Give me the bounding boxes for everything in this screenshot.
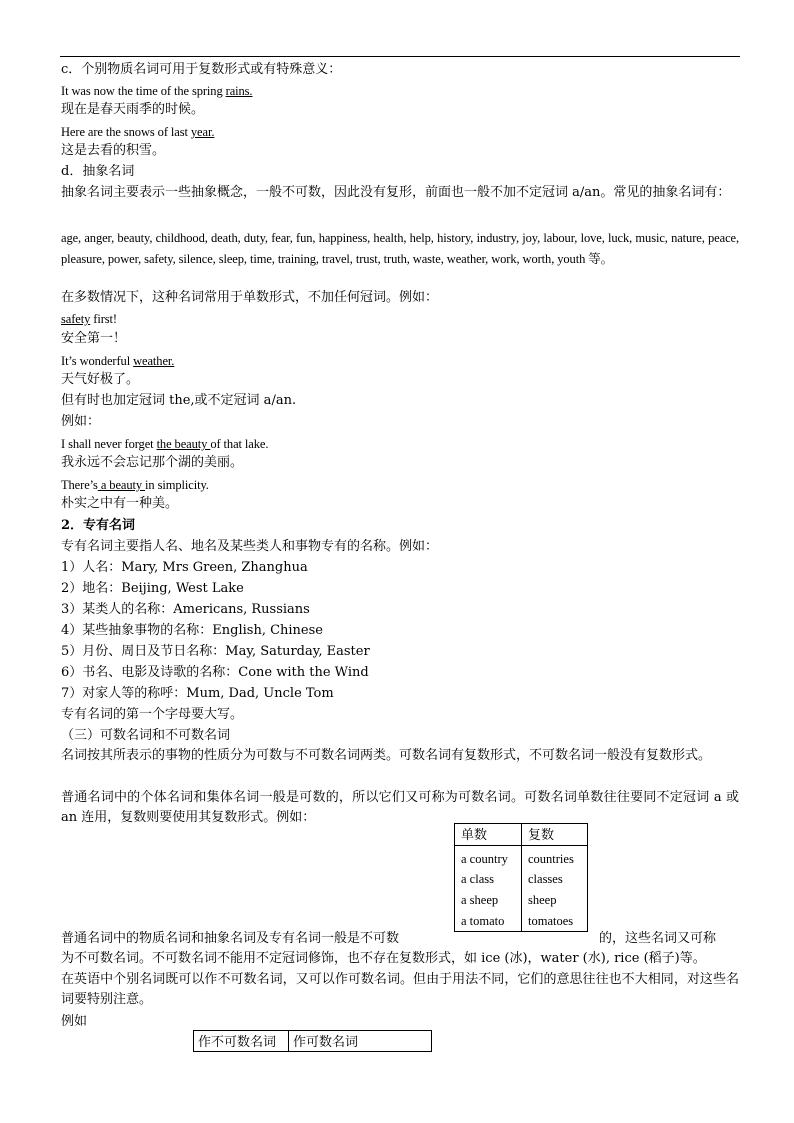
- example-text: It’s wonderful: [61, 354, 134, 368]
- noun-usage-table: [193, 1030, 432, 1052]
- example-sentence: [61, 123, 214, 141]
- underlined-word: rains.: [225, 84, 253, 98]
- example-translation: 朴实之中有一种美。: [61, 496, 179, 511]
- list-item: 6）书名、电影及诗歌的名称：Cone with the Wind: [61, 665, 369, 680]
- paragraph: 在英语中个别名词既可以作不可数名词，又可以作可数名词。但由于用法不同，它们的意思往往也不大相同，对这些名词要特别注意。: [61, 972, 739, 1007]
- example-sentence: [61, 310, 117, 328]
- paragraph-right: 的，这些名词又可称: [599, 931, 717, 946]
- paragraph: 普通名词中的个体名词和集体名词一般是可数的，所以它们又可称为可数名词。可数名词单数往往要同不定冠词 a 或 an 连用，复数则要使用其复数形式。例如：: [61, 790, 739, 825]
- section-d-heading: d．抽象名词: [61, 164, 135, 179]
- usage-rule: 在多数情况下，这种名词常用于单数形式，不加任何冠词。例如：: [61, 290, 439, 305]
- table-cell: classes: [522, 869, 588, 890]
- example-text: first!: [90, 312, 117, 326]
- example-translation: 我永远不会忘记那个湖的美丽。: [61, 455, 244, 470]
- underlined-word: weather.: [133, 354, 175, 368]
- table-row: [455, 869, 588, 890]
- example-sentence: [61, 476, 209, 494]
- underlined-word: safety: [61, 312, 91, 326]
- list-item: 7）对家人等的称呼：Mum, Dad, Uncle Tom: [61, 686, 334, 701]
- table-cell: countries: [522, 846, 588, 870]
- underlined-word: the beauty: [156, 437, 211, 451]
- list-item: 1）人名：Mary, Mrs Green, Zhanghua: [61, 560, 308, 575]
- example-translation: 这是去看的积雪。: [61, 143, 166, 158]
- example-translation: 天气好极了。: [61, 372, 140, 387]
- example-text: I shall never forget: [61, 437, 157, 451]
- capitalization-note: 专有名词的第一个字母要大写。: [61, 707, 244, 722]
- table-row: [455, 911, 588, 932]
- list-item: 5）月份、周日及节日名称：May, Saturday, Easter: [61, 644, 370, 659]
- list-item: 4）某些抽象事物的名称：English, Chinese: [61, 623, 323, 638]
- section-c-heading: c．个别物质名词可用于复数形式或有特殊意义：: [61, 62, 342, 77]
- example-text: Here are the snows of last: [61, 125, 191, 139]
- table-cell: tomatoes: [522, 911, 588, 932]
- proper-noun-heading: 2．专有名词: [61, 518, 136, 533]
- underlined-word: a beauty: [97, 478, 146, 492]
- table-header: 作不可数名词: [194, 1031, 289, 1052]
- table-cell: a country: [455, 846, 522, 870]
- header-rule: [60, 56, 740, 57]
- abstract-noun-list: age, anger, beauty, childhood, death, duty, fear, fun, happiness, health, help, history, industry, joy, labour, love, luck, music, nature, peace, pleasure, power, safety, silence, sleep, time, training, travel, trust, truth, waste, weather, work, worth, youth 等。: [61, 231, 739, 266]
- example-label: 例如: [61, 1014, 88, 1029]
- proper-noun-description: 专有名词主要指人名、地名及某些类人和事物专有的名称。例如：: [61, 539, 439, 554]
- plural-table: [454, 823, 588, 932]
- paragraph-left: 普通名词中的物质名词和抽象名词及专有名词一般是不可数: [61, 931, 400, 946]
- example-sentence: [61, 435, 268, 453]
- countable-heading: （三）可数名词和不可数名词: [61, 728, 231, 743]
- example-text: of that lake.: [210, 437, 269, 451]
- table-cell: a tomato: [455, 911, 522, 932]
- table-header: 复数: [522, 824, 588, 846]
- paragraph: 名词按其所表示的事物的性质分为可数与不可数名词两类。可数名词有复数形式，不可数名词一般没有复数形式。: [61, 748, 712, 763]
- list-item: 3）某类人的名称：Americans, Russians: [61, 602, 310, 617]
- paragraph: 为不可数名词。不可数名词不能用不定冠词修饰，也不存在复数形式，如 ice (冰)，water (水), rice (稻子)等。: [61, 951, 706, 966]
- example-sentence: [61, 352, 174, 370]
- example-translation: 现在是春天雨季的时候。: [61, 102, 205, 117]
- usage-rule: 但有时也加定冠词 the,或不定冠词 a/an.: [61, 393, 297, 408]
- example-text: It was now the time of the spring: [61, 84, 226, 98]
- table-cell: sheep: [522, 890, 588, 911]
- table-cell: a class: [455, 869, 522, 890]
- abstract-noun-description: 抽象名词主要表示一些抽象概念，一般不可数，因此没有复形，前面也一般不加不定冠词 a/an。常见的抽象名词有：: [61, 185, 731, 200]
- list-item: 2）地名：Beijing, West Lake: [61, 581, 244, 596]
- example-translation: 安全第一！: [61, 331, 127, 346]
- example-label: 例如：: [61, 414, 101, 429]
- example-text: There’s: [61, 478, 98, 492]
- table-row: [455, 846, 588, 870]
- table-cell: a sheep: [455, 890, 522, 911]
- table-header: 作可数名词: [289, 1031, 432, 1052]
- underlined-word: year.: [190, 125, 215, 139]
- example-text: in simplicity.: [145, 478, 209, 492]
- example-sentence: [61, 82, 252, 100]
- table-header: 单数: [455, 824, 522, 846]
- table-row: [455, 890, 588, 911]
